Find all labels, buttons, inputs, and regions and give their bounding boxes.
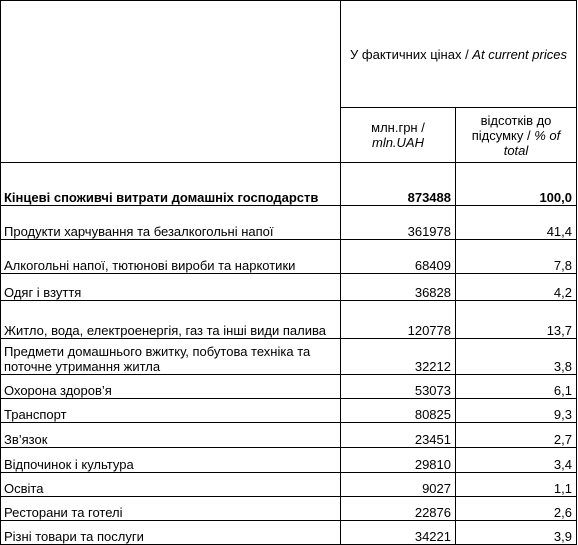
unit-pct-header (456, 108, 577, 163)
table-row (1, 375, 577, 399)
row-percent: 3,4 (456, 448, 577, 473)
table-row (1, 423, 577, 448)
table-row (1, 473, 577, 497)
table-row (1, 206, 577, 240)
table-row (1, 399, 577, 423)
row-percent: 6,1 (456, 375, 577, 399)
unit-pct-ua: відсотків до підсумку / (471, 112, 552, 143)
row-label: Ресторани та готелі (1, 497, 341, 521)
row-label: Охорона здоров’я (1, 375, 341, 399)
row-value: 23451 (341, 423, 456, 448)
row-percent: 7,8 (456, 240, 577, 274)
row-label: Житло, вода, електроенергія, газ та інші види палива (1, 301, 341, 339)
table-row (1, 163, 577, 206)
row-value: 9027 (341, 473, 456, 497)
row-value: 80825 (341, 399, 456, 423)
unit-abs-header (341, 108, 456, 163)
table-row (1, 521, 577, 545)
row-value: 873488 (341, 163, 456, 206)
row-percent: 4,2 (456, 274, 577, 301)
row-percent: 9,3 (456, 399, 577, 423)
row-value: 361978 (341, 206, 456, 240)
row-label: Відпочинок і культура (1, 448, 341, 473)
unit-pct-en: % of total (503, 127, 561, 158)
row-value: 22876 (341, 497, 456, 521)
header-blank-cell (1, 1, 341, 163)
row-label: Різні товари та послуги (1, 521, 341, 545)
row-value: 29810 (341, 448, 456, 473)
unit-abs-en: mln.UAH (371, 135, 424, 150)
row-percent: 2,6 (456, 497, 577, 521)
unit-abs-ua: млн.грн / (371, 120, 425, 135)
row-value: 36828 (341, 274, 456, 301)
row-label: Зв’язок (1, 423, 341, 448)
row-value: 68409 (341, 240, 456, 274)
row-percent: 13,7 (456, 301, 577, 339)
row-percent: 41,4 (456, 206, 577, 240)
row-label: Предмети домашнього вжитку, побутова техніка та поточне утримання житла (1, 339, 341, 375)
row-value: 32212 (341, 339, 456, 375)
row-percent: 100,0 (456, 163, 577, 206)
table-row (1, 240, 577, 274)
row-percent: 3,9 (456, 521, 577, 545)
row-percent: 1,1 (456, 473, 577, 497)
prices-header (341, 1, 577, 108)
row-percent: 2,7 (456, 423, 577, 448)
table-row (1, 448, 577, 473)
table-row (1, 339, 577, 375)
row-value: 53073 (341, 375, 456, 399)
row-value: 34221 (341, 521, 456, 545)
header-row (1, 1, 577, 108)
row-value: 120778 (341, 301, 456, 339)
table-row (1, 274, 577, 301)
row-label: Освіта (1, 473, 341, 497)
row-label: Одяг і взуття (1, 274, 341, 301)
row-label: Кінцеві споживчі витрати домашніх господарств (1, 163, 341, 206)
prices-header-en: At current prices (472, 46, 567, 62)
row-label: Продукти харчування та безалкогольні напої (1, 206, 341, 240)
prices-header-ua: У фактичних цінах / (350, 46, 473, 62)
row-label: Транспорт (1, 399, 341, 423)
row-percent: 3,8 (456, 339, 577, 375)
table-row (1, 301, 577, 339)
table-row (1, 497, 577, 521)
row-label: Алкогольні напої, тютюнові вироби та наркотики (1, 240, 341, 274)
